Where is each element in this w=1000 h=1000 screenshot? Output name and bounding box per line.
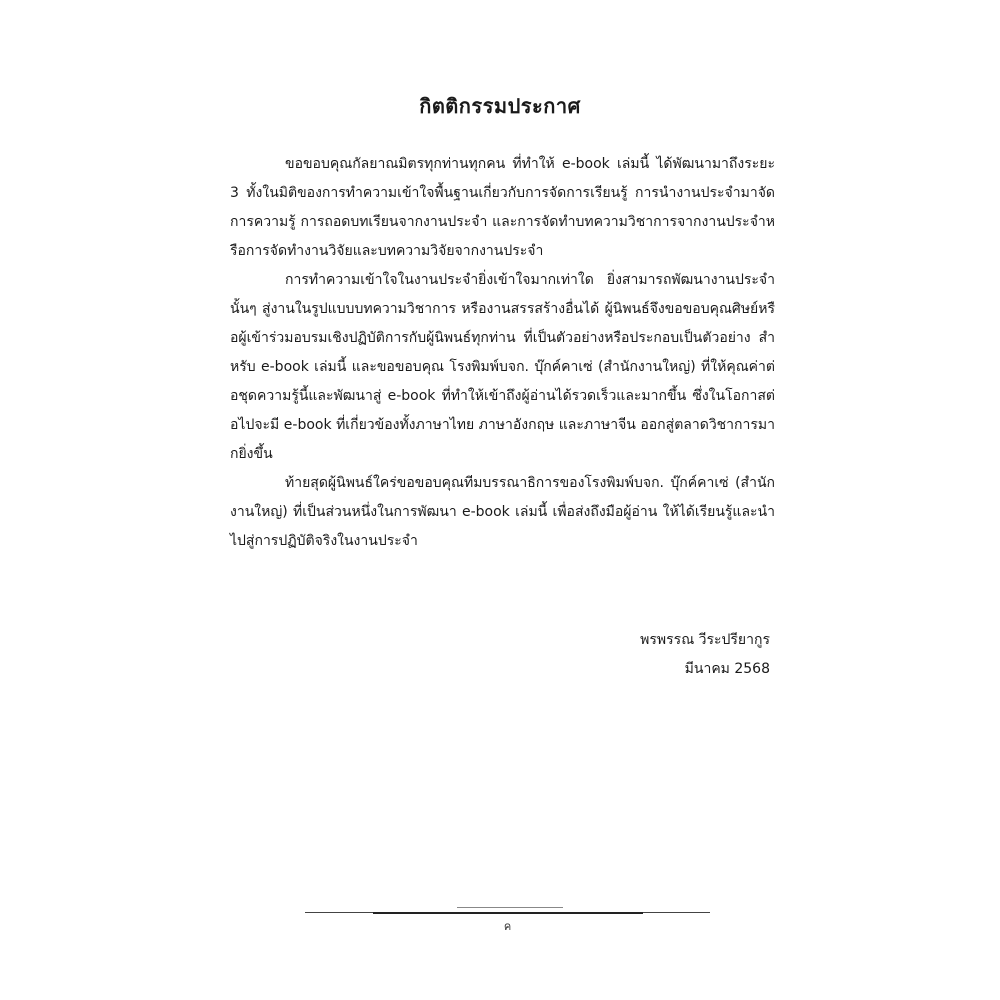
page-title: กิตติกรรมประกาศ <box>419 94 581 118</box>
signature-block <box>600 626 770 684</box>
page-number: ค <box>503 920 512 933</box>
page-footer <box>305 900 710 940</box>
signature-date: มีนาคม 2568 <box>684 661 770 677</box>
footer-divider-emphasis <box>373 912 643 914</box>
paragraph-1: ขอขอบคุณกัลยาณมิตรทุกท่านทุกคน ที่ทำให้ e-book เล่มนี้ ได้พัฒนามาถึงระยะ 3 ทั้งในมิติของการทำความเข้าใจพื้นฐานเกี่ยวกับการจัดการเรียนรู้ การนำงานประจำมาจัดการความรู้ การถอดบทเรียนจากงานประจำ และการจัดทำบทความวิชาการจากงานประจำหรือการจัดทำงานวิจัยและบทความวิจัยจากงานประจำ <box>230 156 775 259</box>
paragraph-2: การทำความเข้าใจในงานประจำยิ่งเข้าใจมากเท่าใด ยิ่งสามารถพัฒนางานประจำนั้นๆ สู่งานในรูปแบบบทความวิชาการ หรืองานสรรสร้างอื่นได้ ผู้นิพนธ์จึงขอขอบคุณศิษย์หรือผู้เข้าร่วมอบรมเชิงปฏิบัติการกับผู้นิพนธ์ทุกท่าน ที่เป็นตัวอย่างหรือประกอบเป็นตัวอย่าง สำหรับ e-book เล่มนี้ และขอขอบคุณ โรงพิมพ์บจก. บุ๊กค์คาเซ่ (สำนักงานใหญ่) ที่ให้คุณค่าต่อชุดความรู้นี้และพัฒนาสู่ e-book ที่ทำให้เข้าถึงผู้อ่านได้รวดเร็วและมากขึ้น ซึ่งในโอกาสต่อไปจะมี e-book ที่เกี่ยวข้องทั้งภาษาไทย ภาษาอังกฤษ และภาษาจีน ออกสู่ตลาดวิชาการมากยิ่งขึ้น <box>230 272 775 462</box>
author-name: พรพรรณ วีระปรียากูร <box>640 632 770 648</box>
paragraph-3: ท้ายสุดผู้นิพนธ์ใคร่ขอขอบคุณทีมบรรณาธิการของโรงพิมพ์บจก. บุ๊กค์คาเซ่ (สำนักงานใหญ่) ที่เป็นส่วนหนึ่งในการพัฒนา e-book เล่มนี้ เพื่อส่งถึงมือผู้อ่าน ให้ได้เรียนรู้และนำไปสู่การปฏิบัติจริงในงานประจำ <box>230 475 775 549</box>
body-text <box>230 150 775 556</box>
footer-divider-short <box>457 907 563 908</box>
